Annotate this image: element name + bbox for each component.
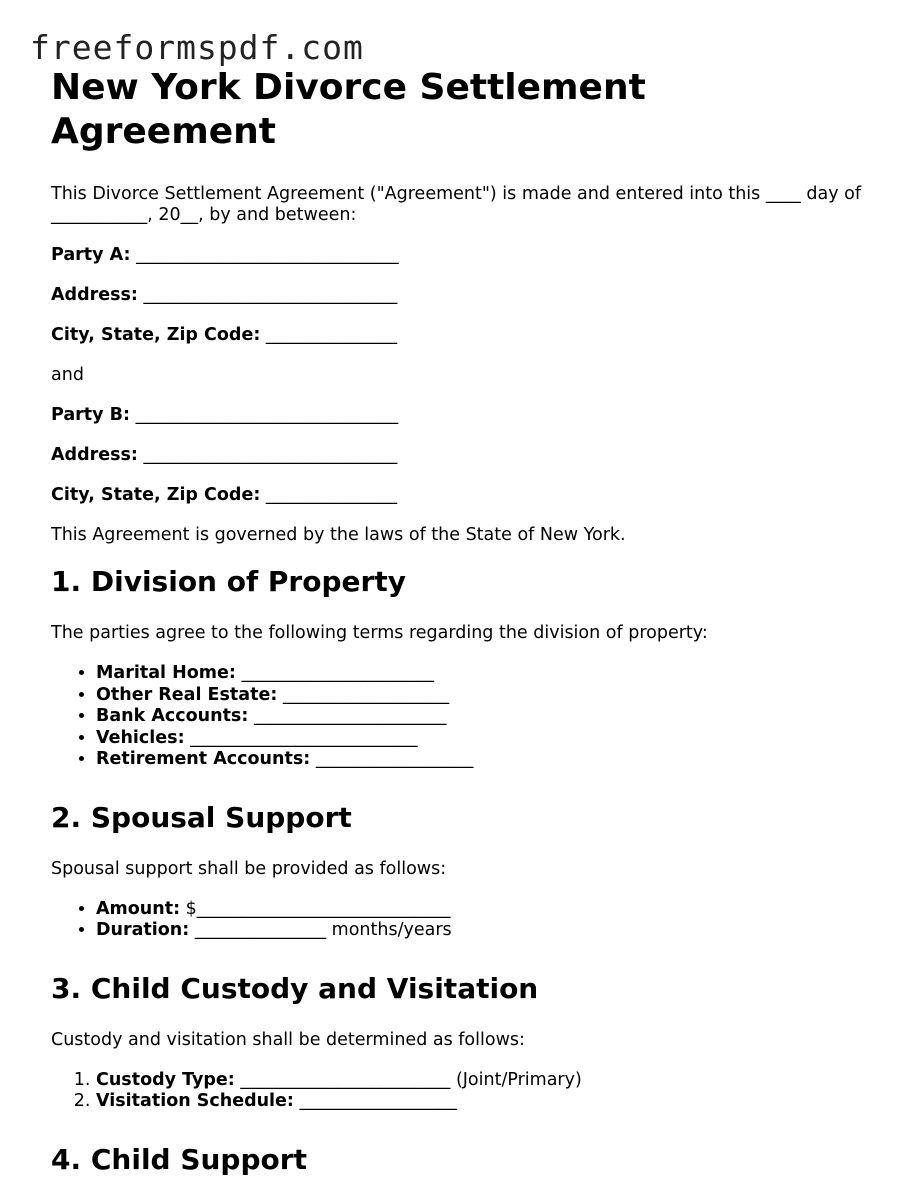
party-b-address-field (51, 445, 881, 466)
party-b-name-blank: ______________________________ (135, 405, 399, 425)
section-1-heading: 1. Division of Property (51, 565, 406, 598)
list-item-label: Other Real Estate: (96, 684, 278, 705)
list-item-blank: ______________________ (241, 663, 434, 683)
party-a-city-label: City, State, Zip Code: (51, 325, 261, 345)
document-page (51, 66, 881, 1201)
party-a-name-blank: ______________________________ (136, 245, 399, 265)
party-a-name-label: Party A: (51, 245, 131, 265)
party-b-name-field (51, 405, 881, 426)
list-item-blank: __________________ (299, 1091, 457, 1111)
list-item (96, 1070, 881, 1092)
list-item-label: Marital Home: (96, 663, 236, 683)
spousal-support-list (51, 899, 881, 942)
list-item-blank: __________________________ (190, 727, 418, 748)
intro-paragraph: This Divorce Settlement Agreement ("Agreement") is made and entered into this ____ day of ___________, 20__, by and between: (51, 184, 862, 225)
governing-law-paragraph: This Agreement is governed by the laws of the State of New York. (51, 525, 626, 545)
party-b-city-blank: _______________ (265, 485, 398, 505)
list-item-label: Duration: (96, 920, 190, 940)
list-item (96, 749, 881, 771)
section-1-intro: The parties agree to the following terms regarding the division of property: (51, 623, 708, 643)
party-a-address-blank: _____________________________ (143, 285, 398, 305)
party-a-name-field (51, 245, 881, 266)
list-item (96, 685, 881, 707)
list-item (96, 899, 881, 921)
list-item-blank: ___________________ (282, 684, 450, 705)
party-a-address-label: Address: (51, 285, 138, 305)
list-item (96, 663, 881, 685)
party-b-address-label: Address: (51, 445, 138, 465)
list-item (96, 728, 881, 750)
list-item (96, 920, 881, 942)
list-item-label: Bank Accounts: (96, 706, 249, 726)
list-item-label: Vehicles: (96, 727, 185, 748)
party-a-city-field (51, 325, 881, 346)
party-b-name-label: Party B: (51, 405, 130, 425)
party-b-city-label: City, State, Zip Code: (51, 485, 261, 505)
document-title: New York Divorce Settlement Agreement (51, 67, 646, 152)
party-b-city-field (51, 485, 881, 506)
and-text: and (51, 365, 84, 385)
list-item-blank: __________________ (315, 749, 474, 769)
section-2-intro: Spousal support shall be provided as follows: (51, 858, 447, 879)
section-4-heading: 4. Child Support (51, 1142, 307, 1176)
section-3-heading: 3. Child Custody and Visitation (51, 971, 539, 1005)
list-item-blank: ______________________ (253, 706, 447, 726)
custody-list (51, 1070, 881, 1113)
watermark: freeformspdf.com (30, 28, 364, 67)
party-a-address-field (51, 285, 881, 306)
list-item-blank: $_____________________________ (185, 898, 451, 919)
list-item (96, 1091, 881, 1113)
property-list (51, 663, 881, 771)
list-item-blank: ________________________ (Joint/Primary) (240, 1069, 582, 1090)
list-item-label: Visitation Schedule: (96, 1091, 294, 1111)
section-3-intro: Custody and visitation shall be determined as follows: (51, 1029, 525, 1050)
party-b-address-blank: _____________________________ (143, 445, 398, 465)
list-item-label: Amount: (96, 898, 181, 919)
list-item-blank: _______________ months/years (194, 920, 452, 940)
list-item (96, 706, 881, 728)
section-2-heading: 2. Spousal Support (51, 800, 352, 834)
list-item-label: Retirement Accounts: (96, 749, 311, 769)
list-item-label: Custody Type: (96, 1069, 235, 1090)
party-a-city-blank: _______________ (265, 325, 398, 345)
